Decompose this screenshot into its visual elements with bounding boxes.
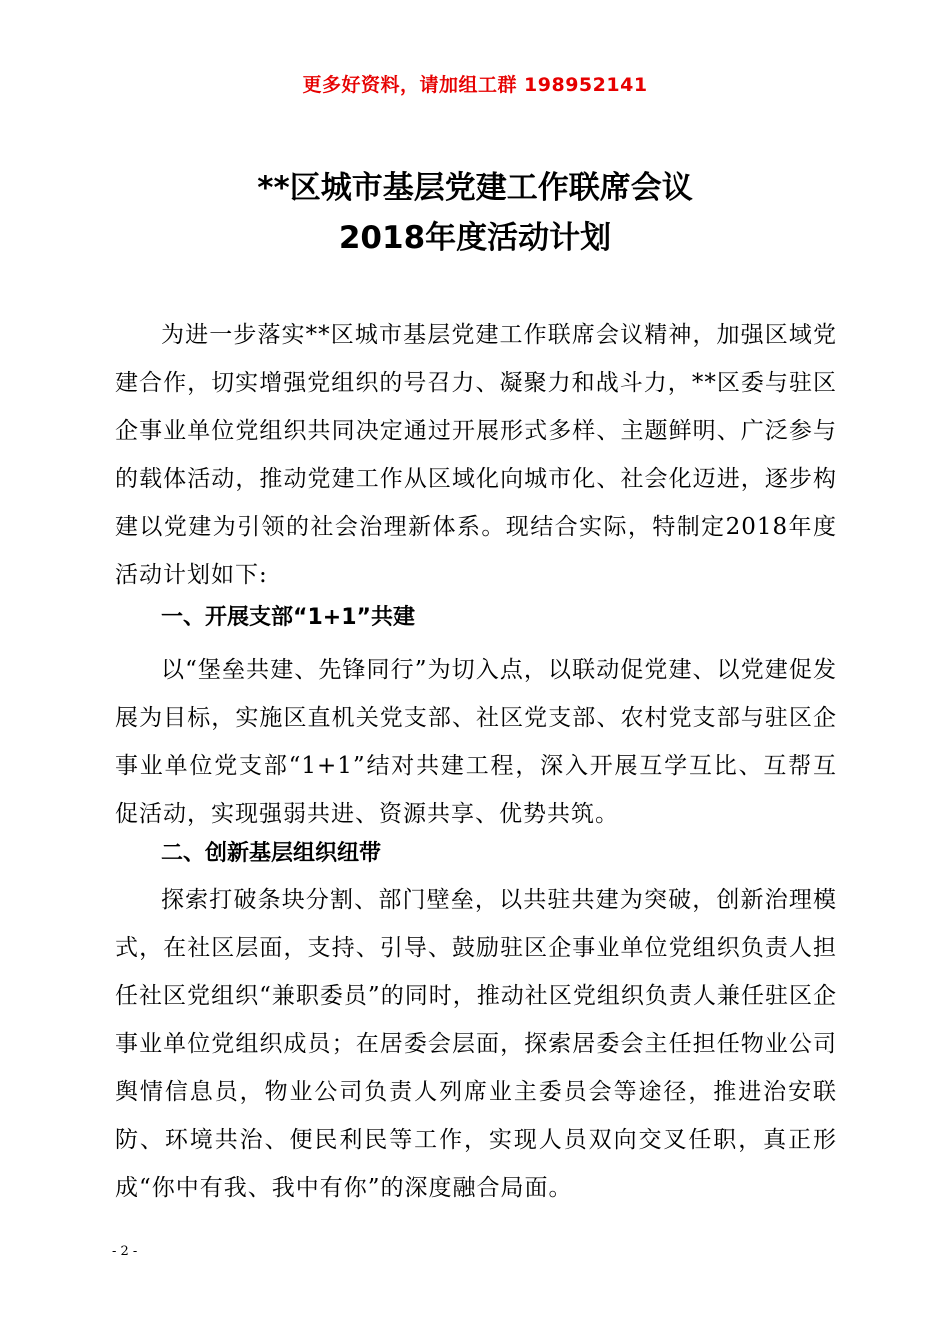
section-body-2: 探索打破条块分割、部门壁垒，以共驻共建为突破，创新治理模式，在社区层面，支持、引导、鼓励驻区企事业单位党组织负责人担任社区党组织“兼职委员”的同时，推动社区党组织负责人兼任驻区企事业单位党组织成员；在居委会层面，探索居委会主任担任物业公司舆情信息员，物业公司负责人列席业主委员会等途径，推进治安联防、环境共治、便民利民等工作，实现人员双向交叉任职，真正形成“你中有我、我中有你”的深度融合局面。 bbox=[115, 887, 837, 1201]
section-body-1: 以“堡垒共建、先锋同行”为切入点，以联动促党建、以党建促发展为目标，实施区直机关党支部、社区党支部、农村党支部与驻区企事业单位党支部“1+1”结对共建工程，深入开展互学互比、互帮互促活动，实现强弱共进、资源共享、优势共筑。 bbox=[115, 657, 837, 827]
promo-banner: 更多好资料，请加组工群 198952141 bbox=[302, 74, 648, 96]
page-number: - 2 - bbox=[112, 1244, 138, 1259]
section-heading-1: 一、开展支部“1+1”共建 bbox=[161, 605, 415, 630]
intro-paragraph: 为进一步落实**区城市基层党建工作联席会议精神，加强区域党建合作，切实增强党组织的号召力、凝聚力和战斗力，**区委与驻区企事业单位党组织共同决定通过开展形式多样、主题鲜明、广泛参与的载体活动，推动党建工作从区域化向城市化、社会化迈进，逐步构建以党建为引领的社会治理新体系。现结合实际，特制定2018年度活动计划如下: bbox=[115, 322, 837, 588]
section-heading-2: 二、创新基层组织纽带 bbox=[161, 841, 382, 866]
document-title-line2: 2018年度活动计划 bbox=[338, 220, 612, 256]
document-title-line1: **区城市基层党建工作联席会议 bbox=[257, 170, 693, 206]
